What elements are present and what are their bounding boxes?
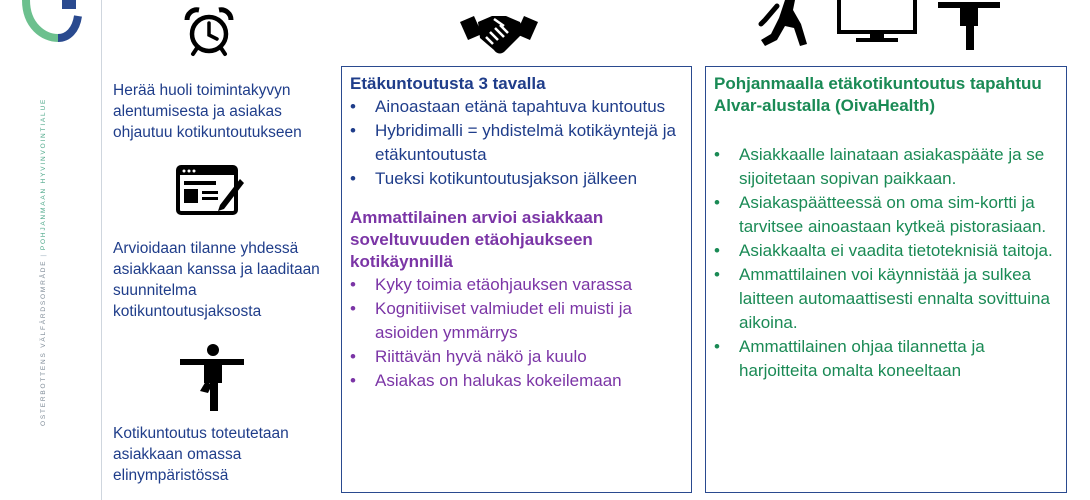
organization-name-finnish: POHJANMAAN HYVINVOINTIALUE <box>40 97 47 251</box>
list-item: • Hybridimalli = yhdistelmä kotikäyntejä ja etäkuntoutusta <box>350 119 683 167</box>
alarm-clock-icon <box>183 6 235 58</box>
handshake-icon <box>460 10 538 55</box>
step-text-2: Arvioidaan tilanne yhdessä asiakkaan kanssa ja laaditaan suunnitelma kotikuntoutusjaksosta <box>113 240 320 320</box>
box1-list-2 <box>350 273 683 393</box>
remote-rehab-box <box>341 66 692 493</box>
document-pen-icon <box>176 165 244 215</box>
box1-heading-2: Ammattilainen arvioi asiakkaan soveltuvuuden etäohjaukseen kotikäynnillä <box>350 208 604 271</box>
list-item: • Ammattilainen voi käynnistää ja sulkea laitteen automaattisesti ennalta sovittuina aikoina. <box>714 263 1058 335</box>
list-item: • Asiakkaalle lainataan asiakaspääte ja se sijoitetaan sopivan paikkaan. <box>714 143 1058 191</box>
box1-heading-1: Etäkuntoutusta 3 tavalla <box>350 74 546 93</box>
lunge-person-icon <box>755 0 811 50</box>
alvar-platform-box <box>705 66 1067 493</box>
balance-person-icon-top <box>938 0 1000 52</box>
list-item: • Kyky toimia etäohjauksen varassa <box>350 273 683 297</box>
step-text-1: Herää huoli toimintakyvyn alentumisesta ja asiakas ohjautuu kotikuntoutukseen <box>113 82 302 141</box>
logo-icon <box>22 0 82 42</box>
divider-line <box>101 0 102 500</box>
balance-person-icon <box>180 343 244 413</box>
list-item: • Asiakaspäätteessä on oma sim-kortti ja tarvitsee ainoastaan kytkeä pistorasiaan. <box>714 191 1058 239</box>
list-item: • Asiakkaalta ei vaadita tietoteknisiä taitoja. <box>714 239 1058 263</box>
step-text-3: Kotikuntoutus toteutetaan asiakkaan omassa elinympäristössä <box>113 425 289 484</box>
list-item: • Ammattilainen ohjaa tilannetta ja harjoitteita omalta koneeltaan <box>714 335 1058 383</box>
organization-name-swedish: OSTERBOTTENS VÄLFÄRDSOMRÅDE <box>40 259 47 426</box>
list-item: • Tueksi kotikuntoutusjakson jälkeen <box>350 167 683 191</box>
box2-heading: Pohjanmaalla etäkotikuntoutus tapahtuu Alvar-alustalla (OivaHealth) <box>714 74 1042 115</box>
list-item: • Asiakas on halukas kokeilemaan <box>350 369 683 393</box>
list-item: • Riittävän hyvä näkö ja kuulo <box>350 345 683 369</box>
box2-list <box>714 143 1058 383</box>
organization-separator: | <box>40 253 47 257</box>
list-item: • Kognitiiviset valmiudet eli muisti ja asioiden ymmärrys <box>350 297 683 345</box>
list-item: • Ainoastaan etänä tapahtuva kuntoutus <box>350 95 683 119</box>
box1-list-1 <box>350 95 683 191</box>
monitor-icon <box>836 0 918 44</box>
organization-vertical-text <box>40 98 47 426</box>
